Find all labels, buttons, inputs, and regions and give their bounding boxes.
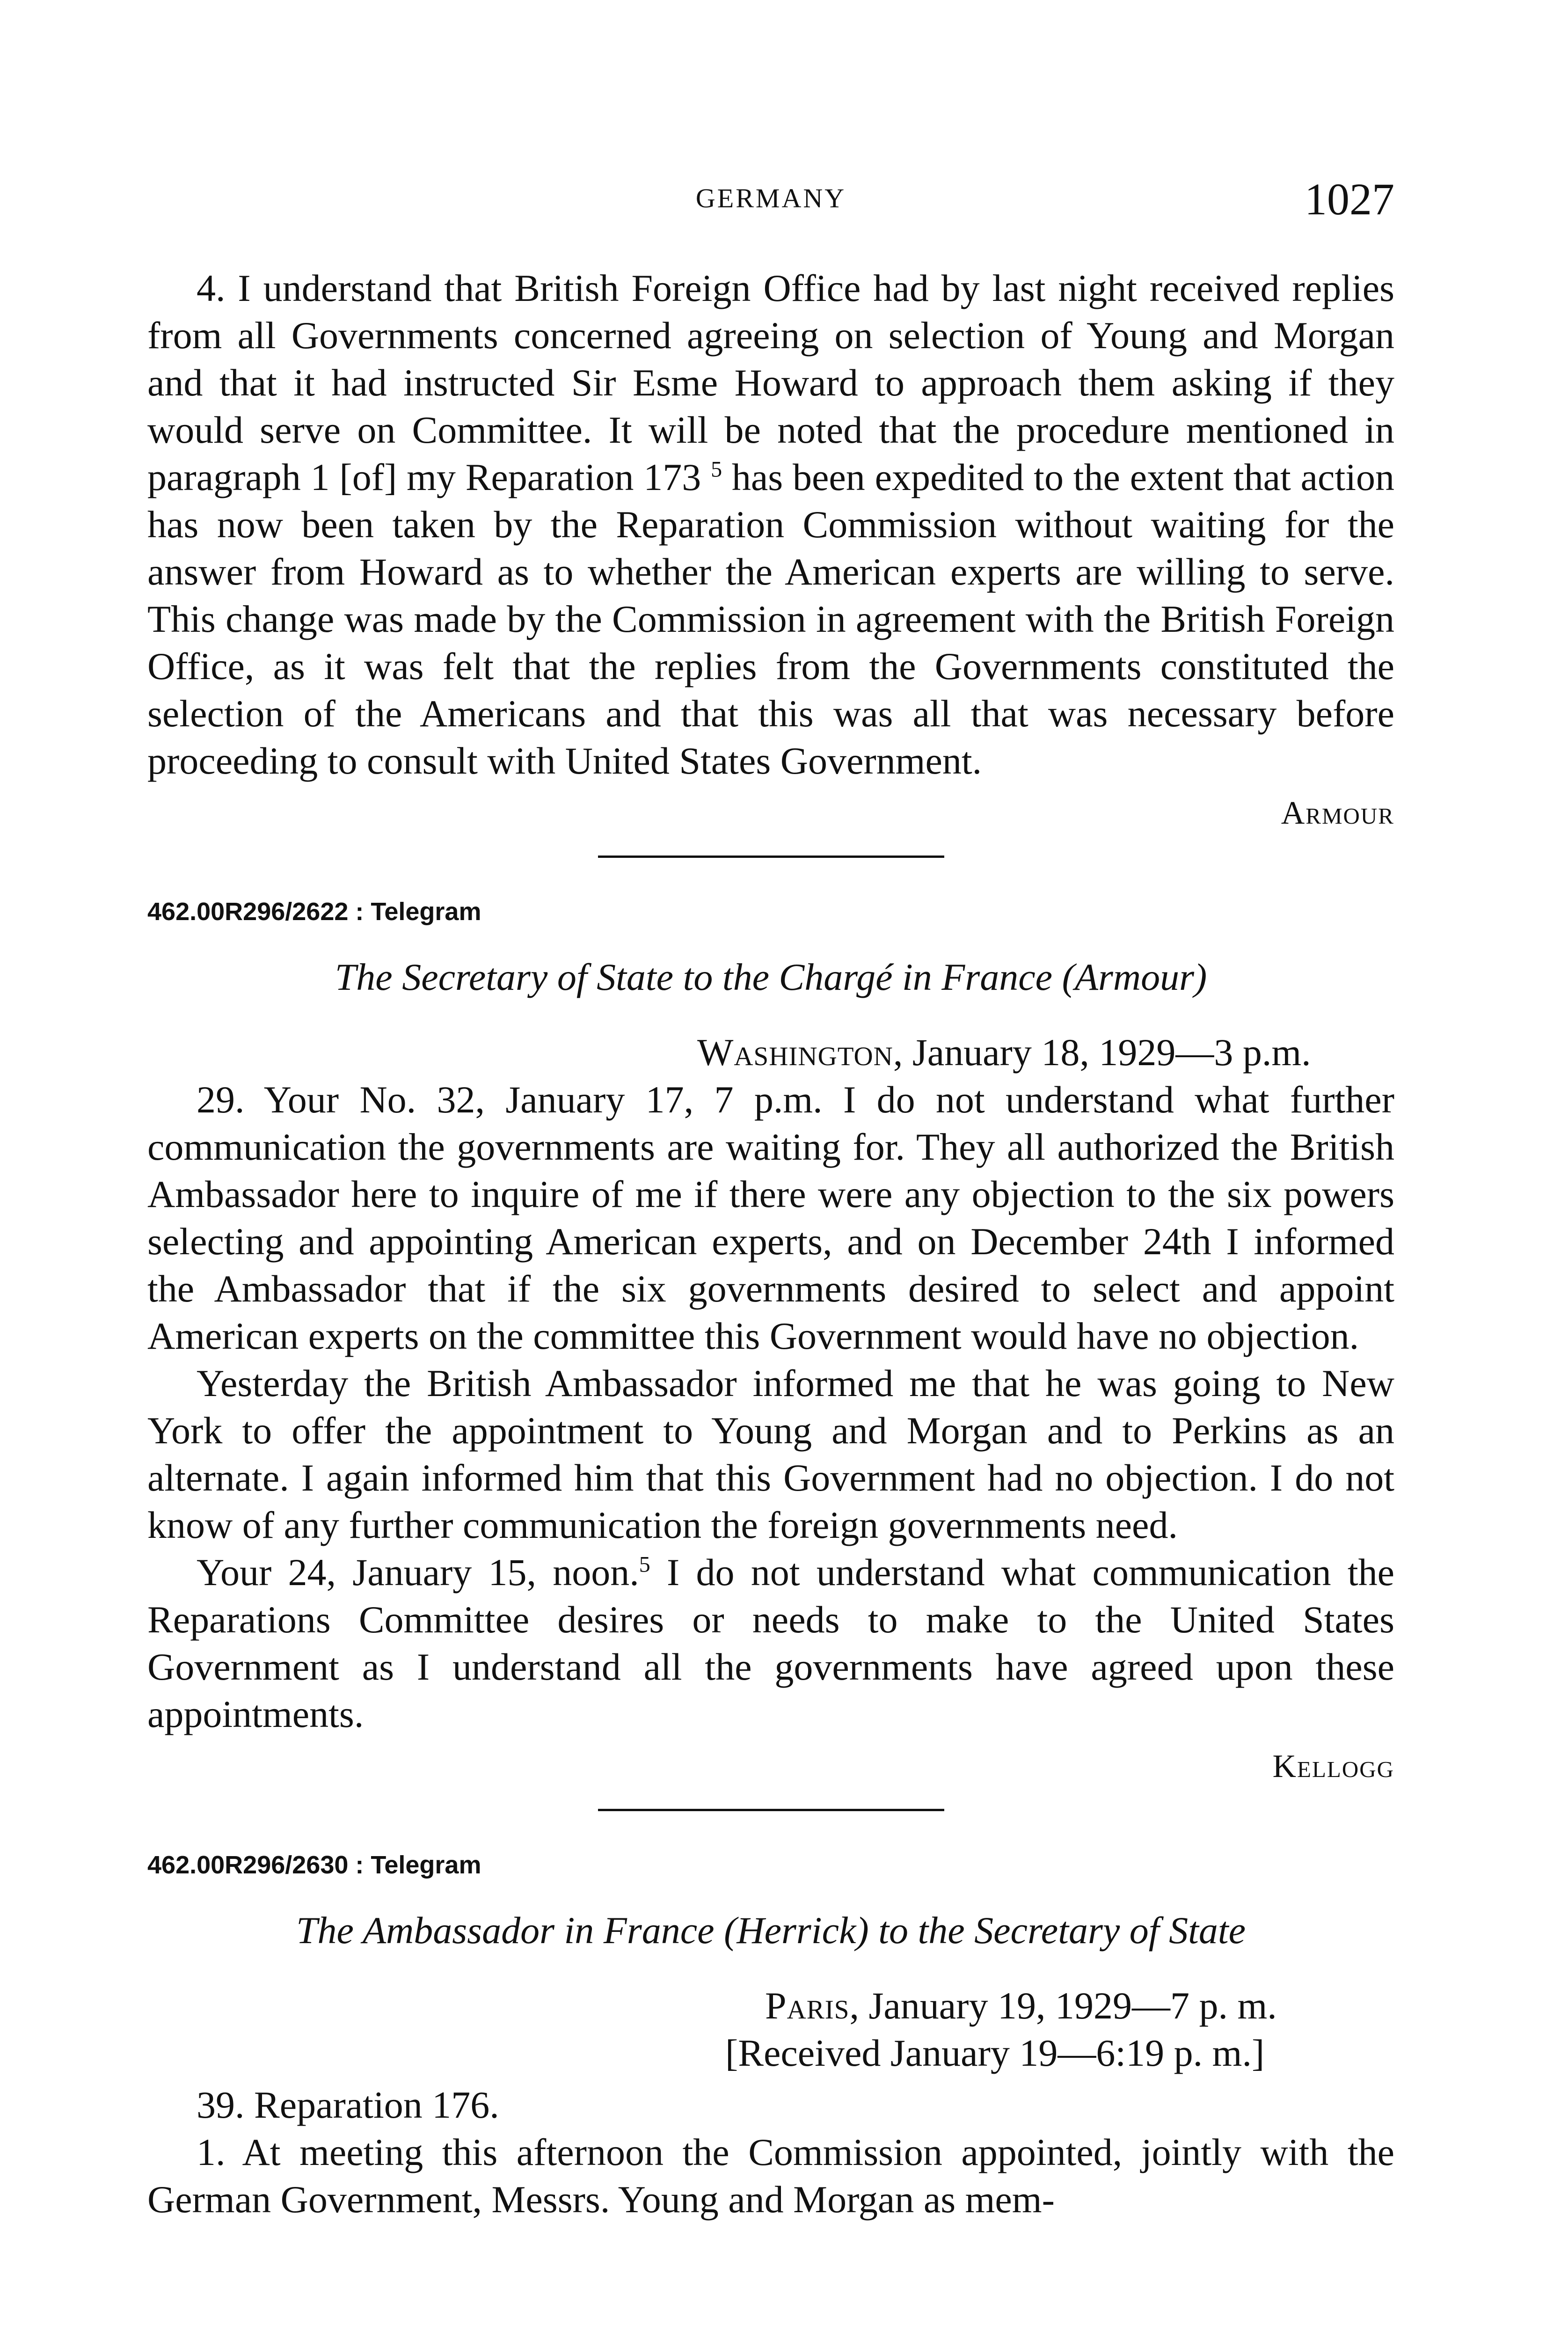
dateline-date: , January 18, 1929—3 p.m.: [893, 1031, 1311, 1074]
section-divider: [598, 856, 944, 858]
paragraph-4-continued: has been expedited to the extent that action has now been taken by the Reparation Commission without waiting for the answer from Howard as to whether the American experts are willing to serve. This change was made by the Commission in agreement with the British Foreign Office, as it was felt that the replies from the Governments constituted the selection of the Americans and that this was all that was necessary before proceeding to consult with United States Government.: [147, 456, 1395, 782]
footnote-reference: 5: [639, 1552, 650, 1577]
paragraph-4: [147, 264, 1394, 784]
page-number: 1027: [1305, 174, 1394, 224]
paragraph-1: 1. At meeting this afternoon the Commission appointed, jointly with the German Government, Messrs. Young and Morgan as mem-: [147, 2131, 1394, 2221]
dateline: [765, 1982, 1394, 2029]
paragraph-29: 29. Your No. 32, January 17, 7 p.m. I do not understand what further communication the governments are waiting for. They all authorized the British Ambassador here to inquire of me if there were any objection to the six powers selecting and appointing American experts, and on December 24th I informed the Ambassador that if the six governments desired to select and appoint American experts on the committee this Government would have no objection.: [147, 1078, 1394, 1357]
paragraph-4-text: 4. I understand that British Foreign Office had by last night received replies from all Governments concerned agreeing on selection of Young and Morgan and that it had instructed Sir Esme Howard to approach them asking if they would serve on Committee. It will be noted that the procedure mentioned in paragraph 1 [of] my Reparation 173: [147, 267, 1394, 498]
section-divider: [598, 1809, 944, 1811]
signature-armour: Armour: [1281, 795, 1394, 831]
running-head: GERMANY: [695, 183, 846, 213]
dateline-place: Washington: [697, 1031, 893, 1074]
paragraph-39: 39. Reparation 176.: [197, 2084, 499, 2126]
footnote-reference: 5: [711, 457, 722, 482]
dateline-place: Paris: [765, 1984, 850, 2027]
page-body: [147, 264, 1394, 2223]
file-reference: 462.00R296/2622 : Telegram: [147, 898, 481, 926]
paragraph-yesterday: Yesterday the British Ambassador informed me that he was going to New York to offer the appointment to Young and Morgan and to Perkins as an alternate. I again informed him that this Government had no objection. I do not know of any further communication the foreign governments need.: [147, 1362, 1394, 1546]
document-heading: The Ambassador in France (Herrick) to the Secretary of State: [296, 1909, 1246, 1952]
document-heading: The Secretary of State to the Chargé in France (Armour): [335, 956, 1207, 998]
file-reference: 462.00R296/2630 : Telegram: [147, 1851, 481, 1879]
dateline-date: , January 19, 1929—7 p. m.: [849, 1984, 1277, 2027]
page-header: [147, 173, 1394, 229]
paragraph-your-24-rest: I do not understand what communication the Reparations Committee desires or needs to make to the United States Government as I understand all the governments have agreed upon these appointments.: [147, 1551, 1394, 1735]
paragraph-your-24-start: Your 24, January 15, noon.: [197, 1551, 639, 1594]
received-line: [Received January 19—6:19 p. m.]: [725, 2032, 1265, 2074]
paragraph-your-24: [147, 1549, 1394, 1738]
signature-kellogg: Kellogg: [1272, 1748, 1394, 1784]
dateline: [697, 1029, 1394, 1076]
